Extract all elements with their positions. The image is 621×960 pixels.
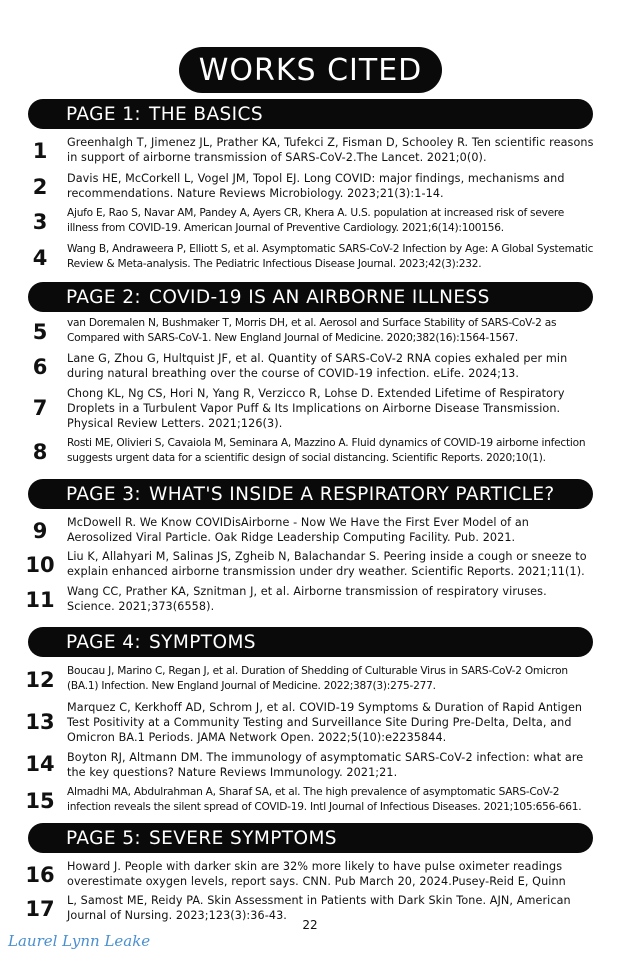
section-header-page-1 <box>28 99 593 129</box>
reference-number: 12 <box>25 668 55 692</box>
reference-number: 4 <box>32 246 48 270</box>
reference-text: Lane G, Zhou G, Hultquist JF, et al. Quantity of SARS-CoV-2 RNA copies exhaled per min during natural breathing over the course of COVID-19 infection. eLife. 2024;13. <box>67 352 568 380</box>
section-heading: SYMPTOMS <box>149 631 256 653</box>
reference-number: 7 <box>32 396 48 420</box>
section-header-page-3 <box>28 479 593 509</box>
section-heading: WHAT'S INSIDE A RESPIRATORY PARTICLE? <box>149 483 555 505</box>
reference-text: McDowell R. We Know COVIDisAirborne - Now We Have the First Ever Model of an Aerosolized Viral Particle. Oak Ridge Leadership Computing Facility. Pub. 2021. <box>67 516 530 544</box>
reference-number: 14 <box>25 752 55 776</box>
reference-number: 8 <box>32 440 48 464</box>
reference-number: 6 <box>32 355 48 379</box>
section-label: PAGE 4: <box>66 631 142 653</box>
reference-number: 3 <box>32 210 48 234</box>
reference-text: Liu K, Allahyari M, Salinas JS, Zgheib N, Balachandar S. Peering inside a cough or sneeze to explain enhanced airborne transmission under dry weather. Scientific Reports. 2021;11(1). <box>67 550 587 578</box>
section-label: PAGE 1: <box>66 103 142 125</box>
section-label: PAGE 3: <box>66 483 142 505</box>
reference-text: Wang B, Andraweera P, Elliott S, et al. Asymptomatic SARS-CoV-2 Infection by Age: A Global Systematic Review & Meta-analysis. The Pediatric Infectious Disease Journal. 2023;42(3):232. <box>67 243 594 270</box>
reference-text: L, Samost ME, Reidy PA. Skin Assessment in Patients with Dark Skin Tone. AJN, American Journal of Nursing. 2023;123(3):36-43. <box>67 894 571 922</box>
section-heading: COVID-19 IS AN AIRBORNE ILLNESS <box>149 286 490 308</box>
reference-text: Marquez C, Kerkhoff AD, Schrom J, et al. COVID-19 Symptoms & Duration of Rapid Antigen Test Positivity at a Community Testing and Surveillance Site During Pre-Delta, Delta, and Omicron BA.1 Periods. JAMA Network Open. 2022;5(10):e2235844. <box>67 701 583 744</box>
reference-text: Ajufo E, Rao S, Navar AM, Pandey A, Ayers CR, Khera A. U.S. population at increased risk of severe illness from COVID-19. American Journal of Preventive Cardiology. 2021;6(14):100156. <box>67 207 565 234</box>
section-label: PAGE 5: <box>66 827 142 849</box>
reference-number: 17 <box>25 897 55 921</box>
reference-number: 5 <box>32 320 48 344</box>
author-signature: Laurel Lynn Leake <box>8 932 151 950</box>
reference-number: 2 <box>32 175 48 199</box>
section-label: PAGE 2: <box>66 286 142 308</box>
section-header-page-5 <box>28 823 593 853</box>
reference-text: Wang CC, Prather KA, Sznitman J, et al. Airborne transmission of respiratory viruses. Science. 2021;373(6558). <box>67 585 547 613</box>
reference-text: van Doremalen N, Bushmaker T, Morris DH, et al. Aerosol and Surface Stability of SARS-CoV-2 as Compared with SARS-CoV-1. New England Journal of Medicine. 2020;382(16):1564-1567. <box>67 317 557 344</box>
reference-number: 15 <box>25 789 55 813</box>
page-title-text: WORKS CITED <box>198 52 423 88</box>
page-title <box>179 47 442 93</box>
reference-text: Rosti ME, Olivieri S, Cavaiola M, Seminara A, Mazzino A. Fluid dynamics of COVID-19 airborne infection suggests urgent data for a scientific design of social distancing. Scientific Reports. 2020;10(1). <box>67 437 586 464</box>
reference-text: Greenhalgh T, Jimenez JL, Prather KA, Tufekci Z, Fisman D, Schooley R. Ten scientific reasons in support of airborne transmission of SARS-CoV-2.The Lancet. 2021;0(0). <box>67 136 594 164</box>
reference-number: 16 <box>25 863 55 887</box>
reference-number: 10 <box>25 553 55 577</box>
section-heading: THE BASICS <box>149 103 264 125</box>
reference-number: 13 <box>25 710 55 734</box>
reference-text: Boyton RJ, Altmann DM. The immunology of asymptomatic SARS-CoV-2 infection: what are the key questions? Nature Reviews Immunology. 2021;21. <box>67 751 584 779</box>
reference-text: Howard J. People with darker skin are 32% more likely to have pulse oximeter readings overestimate oxygen levels, report says. CNN. Pub March 20, 2024.Pusey-Reid E, Quinn <box>67 860 566 888</box>
reference-number: 11 <box>25 588 55 612</box>
reference-number: 1 <box>32 139 48 163</box>
section-header-page-4 <box>28 627 593 657</box>
section-header-page-2 <box>28 282 593 312</box>
reference-text: Davis HE, McCorkell L, Vogel JM, Topol EJ. Long COVID: major findings, mechanisms and recommendations. Nature Reviews Microbiology. 2023;21(3):1-14. <box>67 172 565 200</box>
page-number: 22 <box>302 918 318 932</box>
section-heading: SEVERE SYMPTOMS <box>149 827 337 849</box>
reference-text: Boucau J, Marino C, Regan J, et al. Duration of Shedding of Culturable Virus in SARS-CoV-2 Omicron (BA.1) Infection. New England Journal of Medicine. 2022;387(3):275-277. <box>67 665 568 692</box>
reference-number: 9 <box>32 519 48 543</box>
reference-text: Chong KL, Ng CS, Hori N, Yang R, Verzicco R, Lohse D. Extended Lifetime of Respiratory Droplets in a Turbulent Vapor Puff & Its Implications on Airborne Disease Transmission. Physical Review Letters. 2021;126(3). <box>67 387 565 430</box>
reference-text: Almadhi MA, Abdulrahman A, Sharaf SA, et al. The high prevalence of asymptomatic SARS-CoV-2 infection reveals the silent spread of COVID-19. Intl Journal of Infectious Diseases. 2021;105:656-661. <box>67 786 582 813</box>
